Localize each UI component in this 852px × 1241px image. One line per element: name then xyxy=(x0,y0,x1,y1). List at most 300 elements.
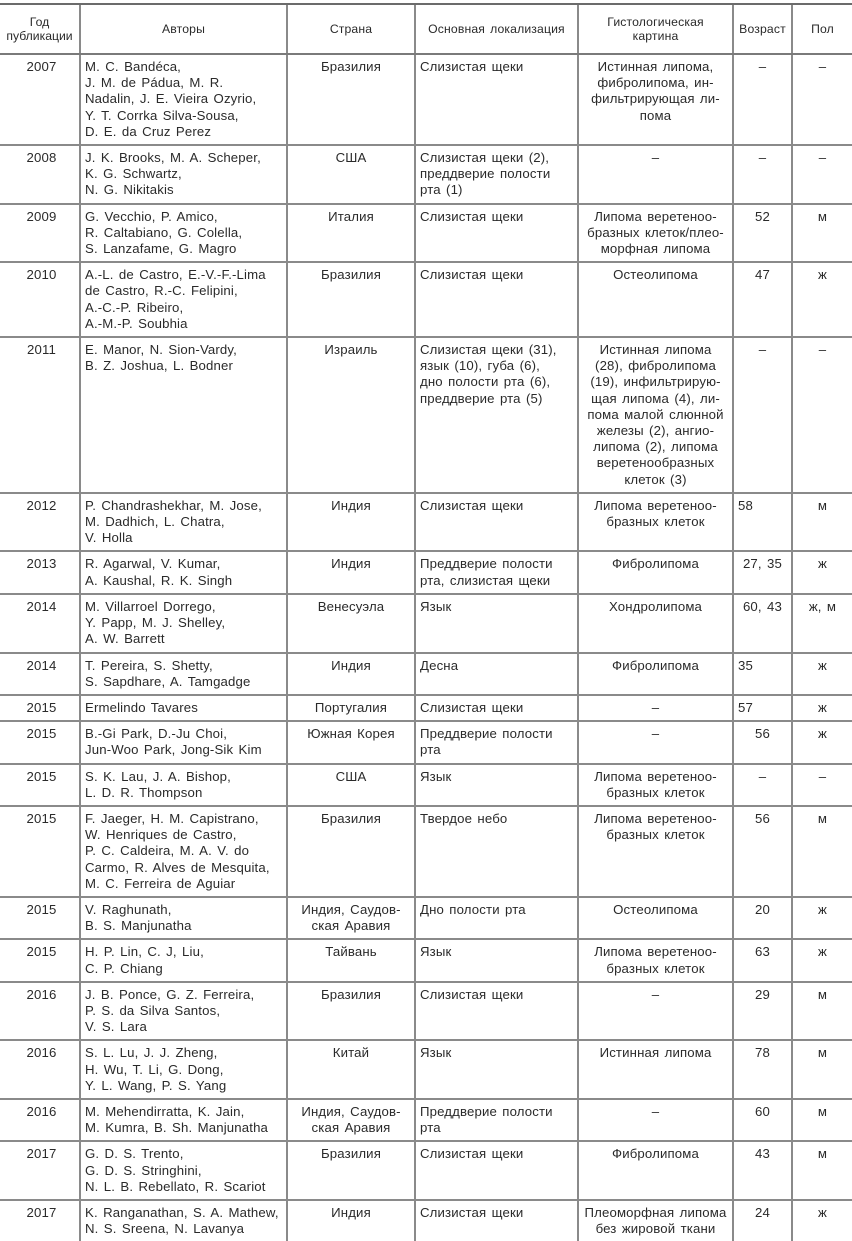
cell-histology-line: Липома веретеноо- xyxy=(594,497,717,513)
cell-age: 56 xyxy=(733,721,792,763)
cell-localization-line: дно полости рта (6), xyxy=(420,374,551,390)
cell-localization xyxy=(415,897,578,939)
cell-age: – xyxy=(733,764,792,806)
cell-histology xyxy=(578,551,733,593)
cell-year: 2016 xyxy=(0,1099,80,1141)
cell-authors-line: V. Holla xyxy=(85,530,133,546)
cell-age: – xyxy=(733,145,792,204)
cell-sex: ж xyxy=(792,262,852,337)
cell-authors-line: B. S. Manjunatha xyxy=(85,918,192,934)
cell-localization xyxy=(415,695,578,721)
cell-localization-line: преддверие полости xyxy=(420,166,551,182)
cell-authors-line: H. Wu, T. Li, G. Dong, xyxy=(85,1061,224,1077)
header-sex: Пол xyxy=(792,4,852,54)
cell-histology xyxy=(578,54,733,145)
table-row xyxy=(0,1040,852,1099)
cell-histology xyxy=(578,1141,733,1200)
cell-country xyxy=(287,806,415,897)
cell-sex: ж xyxy=(792,939,852,981)
cell-localization xyxy=(415,1040,578,1099)
cell-authors xyxy=(80,337,287,493)
cell-authors xyxy=(80,1200,287,1241)
cell-authors xyxy=(80,1040,287,1099)
cell-country-line: Португалия xyxy=(314,699,388,715)
cell-country-line: Тайвань xyxy=(325,944,377,960)
cell-sex: ж xyxy=(792,1200,852,1241)
cell-localization xyxy=(415,939,578,981)
cell-localization-line: Язык xyxy=(420,944,452,960)
cell-histology-line: Истинная липома, xyxy=(597,59,714,74)
cell-localization xyxy=(415,1200,578,1241)
cell-localization-line: Слизистая щеки xyxy=(420,267,524,283)
cell-authors xyxy=(80,1141,287,1200)
cell-sex: ж xyxy=(792,653,852,695)
cell-histology-line: Хондролипома xyxy=(608,598,703,614)
cell-age: 57 xyxy=(733,695,792,721)
cell-localization-line: Язык xyxy=(420,598,452,614)
cell-localization xyxy=(415,653,578,695)
table-row xyxy=(0,897,852,939)
cell-histology-line: – xyxy=(651,1103,660,1119)
cell-localization-line: рта xyxy=(420,1120,441,1136)
cell-authors-line: J. M. de Pádua, M. R. xyxy=(85,75,224,91)
cell-authors xyxy=(80,54,287,145)
cell-histology xyxy=(578,493,733,552)
cell-localization xyxy=(415,337,578,493)
cell-sex: ж, м xyxy=(792,594,852,653)
table-row xyxy=(0,1141,852,1200)
cell-localization-line: Преддверие полости xyxy=(420,726,553,742)
cell-authors-line: Y. L. Wang, P. S. Yang xyxy=(85,1077,227,1093)
cell-year: 2014 xyxy=(0,594,80,653)
cell-localization-line: Дно полости рта xyxy=(420,901,526,917)
cell-authors-line: A.-C.-P. Ribeiro, xyxy=(85,299,184,315)
cell-histology xyxy=(578,1200,733,1241)
cell-sex: м xyxy=(792,1099,852,1141)
table-row xyxy=(0,204,852,263)
cell-authors-line: S. Sapdhare, A. Tamgadge xyxy=(85,673,251,689)
cell-authors xyxy=(80,721,287,763)
cell-year: 2015 xyxy=(0,721,80,763)
header-country: Страна xyxy=(287,4,415,54)
cell-year: 2013 xyxy=(0,551,80,593)
cell-authors xyxy=(80,493,287,552)
cell-country xyxy=(287,721,415,763)
table-row xyxy=(0,695,852,721)
cell-country-line: Индия xyxy=(331,657,371,673)
cell-year: 2017 xyxy=(26,1204,57,1220)
cell-localization-line: Слизистая щеки xyxy=(420,497,524,513)
cell-authors xyxy=(80,897,287,939)
cell-authors-line: Ermelindo Tavares xyxy=(85,699,199,715)
cell-authors-line: H. P. Lin, C. J, Liu, xyxy=(85,944,204,960)
cell-authors-line: T. Pereira, S. Shetty, xyxy=(85,657,213,673)
cell-histology-line: фибролипома, ин- xyxy=(597,75,714,91)
cell-authors-line: de Castro, R.-C. Felipini, xyxy=(85,283,238,299)
cell-sex: ж xyxy=(792,721,852,763)
cell-histology-line: Остеолипома xyxy=(613,267,698,283)
cell-authors-line: Y. Papp, M. J. Shelley, xyxy=(85,615,226,631)
cell-year: 2015 xyxy=(0,764,80,806)
cell-histology-line: Липома веретеноо- xyxy=(594,810,717,826)
header-histology: Гистологическая картина xyxy=(578,4,733,54)
cell-authors-line: M. Villarroel Dorrego, xyxy=(85,598,216,614)
cell-histology-line: без жировой ткани xyxy=(595,1221,716,1237)
table-row xyxy=(0,653,852,695)
cell-localization xyxy=(415,493,578,552)
cell-age: 20 xyxy=(733,897,792,939)
cell-histology xyxy=(578,764,733,806)
cell-authors-line: M. Kumra, B. Sh. Manjunatha xyxy=(85,1120,269,1136)
table-row xyxy=(0,594,852,653)
cell-year: 2010 xyxy=(0,262,80,337)
table-row xyxy=(0,145,852,204)
cell-sex: м xyxy=(792,1141,852,1200)
cell-authors-line: G. D. S. Stringhini, xyxy=(85,1162,202,1178)
cell-country-line: ская Аравия xyxy=(311,918,391,934)
cell-country xyxy=(287,1099,415,1141)
table-row xyxy=(0,806,852,897)
cell-country xyxy=(287,551,415,593)
cell-histology-line: Фибролипома xyxy=(612,556,699,572)
cell-localization xyxy=(415,764,578,806)
cell-country xyxy=(287,695,415,721)
cell-age: 63 xyxy=(733,939,792,981)
cell-histology xyxy=(578,1040,733,1099)
cell-histology-line: (19), инфильтрирую- xyxy=(590,374,721,390)
cell-authors-line: A. W. Barrett xyxy=(85,631,165,647)
table-row xyxy=(0,1200,852,1241)
cell-histology-line: Липома веретеноо- xyxy=(594,208,717,224)
cell-localization-line: Преддверие полости xyxy=(420,556,553,572)
cell-authors-line: W. Henriques de Castro, xyxy=(85,827,237,843)
cell-country xyxy=(287,262,415,337)
cell-year: 2017 xyxy=(0,1141,80,1200)
cell-localization-line: Слизистая щеки xyxy=(420,1146,524,1162)
cell-country xyxy=(287,337,415,493)
cell-age: 27, 35 xyxy=(733,551,792,593)
cell-localization-line: Слизистая щеки (31), xyxy=(420,342,557,358)
cell-authors xyxy=(80,145,287,204)
lipoma-cases-table xyxy=(0,3,852,1241)
cell-country xyxy=(287,145,415,204)
table-row xyxy=(0,493,852,552)
cell-country-line: Индия, Саудов- xyxy=(301,1103,401,1119)
cell-age: 56 xyxy=(733,806,792,897)
cell-authors-line: Y. T. Corrka Silva-Sousa, xyxy=(85,107,239,123)
cell-histology-line: Липома веретеноо- xyxy=(594,768,717,784)
cell-histology-line: Фибролипома xyxy=(612,657,699,673)
cell-year: 2015 xyxy=(0,897,80,939)
cell-histology-line: Остеолипома xyxy=(613,901,698,917)
cell-histology xyxy=(578,262,733,337)
cell-authors xyxy=(80,551,287,593)
cell-histology-line: железы (2), ангио- xyxy=(596,423,715,439)
table-row xyxy=(0,721,852,763)
cell-age: 47 xyxy=(733,262,792,337)
cell-authors-line: G. D. S. Trento, xyxy=(85,1146,184,1162)
cell-authors xyxy=(80,653,287,695)
cell-authors-line: Jun-Woo Park, Jong-Sik Kim xyxy=(85,742,262,758)
cell-sex: ж xyxy=(792,897,852,939)
cell-localization xyxy=(415,982,578,1041)
cell-localization xyxy=(415,145,578,204)
cell-histology-line: – xyxy=(651,986,660,1002)
cell-histology-line: Фибролипома xyxy=(612,1146,699,1162)
cell-histology-line: – xyxy=(651,726,660,742)
cell-authors-line: B.-Gi Park, D.-Ju Choi, xyxy=(85,726,228,742)
cell-histology-line: щая липома (4), ли- xyxy=(591,390,720,406)
cell-histology xyxy=(578,897,733,939)
table-row xyxy=(0,939,852,981)
cell-sex: м xyxy=(792,493,852,552)
cell-authors-line: P. Chandrashekhar, M. Jose, xyxy=(85,497,262,513)
cell-localization-line: рта, слизистая щеки xyxy=(420,572,551,588)
cell-year: 2012 xyxy=(0,493,80,552)
cell-year: 2009 xyxy=(0,204,80,263)
cell-country-line: Бразилия xyxy=(321,1146,381,1162)
cell-authors-line: R. Agarwal, V. Kumar, xyxy=(85,556,221,572)
cell-localization xyxy=(415,721,578,763)
cell-country xyxy=(287,204,415,263)
cell-year: 2015 xyxy=(0,806,80,897)
cell-authors-line: L. D. R. Thompson xyxy=(85,784,203,800)
cell-authors xyxy=(80,806,287,897)
cell-country xyxy=(287,897,415,939)
cell-country xyxy=(287,653,415,695)
cell-localization-line: Слизистая щеки xyxy=(420,986,524,1002)
cell-histology-line: клеток (3) xyxy=(624,471,687,487)
cell-localization-line: Слизистая щеки xyxy=(420,1204,524,1220)
cell-country-line: Бразилия xyxy=(321,986,381,1002)
cell-localization xyxy=(415,806,578,897)
cell-age: 60 xyxy=(733,1099,792,1141)
cell-authors xyxy=(80,764,287,806)
cell-year: 2011 xyxy=(0,337,80,493)
cell-sex: – xyxy=(792,337,852,493)
cell-authors-line: J. B. Ponce, G. Z. Ferreira, xyxy=(85,986,255,1002)
cell-country-line: Индия xyxy=(331,497,371,513)
cell-localization-line: Преддверие полости xyxy=(420,1103,553,1119)
cell-histology xyxy=(578,695,733,721)
cell-country-line: Индия xyxy=(331,1204,371,1220)
cell-authors xyxy=(80,594,287,653)
cell-authors-line: S. L. Lu, J. J. Zheng, xyxy=(85,1045,218,1061)
header-localization: Основная локализация xyxy=(415,4,578,54)
cell-authors-line: S. K. Lau, J. A. Bishop, xyxy=(85,768,231,784)
cell-authors-line: S. Lanzafame, G. Magro xyxy=(85,241,237,257)
cell-histology-line: – xyxy=(651,699,660,715)
table-row xyxy=(0,1099,852,1141)
cell-histology-line: Липома веретеноо- xyxy=(594,944,717,960)
cell-localization-line: Слизистая щеки xyxy=(420,699,524,715)
cell-age: 24 xyxy=(733,1200,792,1241)
table-row xyxy=(0,262,852,337)
cell-localization-line: Слизистая щеки (2), xyxy=(420,150,550,166)
cell-country-line: Бразилия xyxy=(321,810,381,826)
cell-authors-line: E. Manor, N. Sion-Vardy, xyxy=(85,342,237,358)
cell-country xyxy=(287,54,415,145)
cell-authors-line: M. Mehendirratta, K. Jain, xyxy=(85,1103,245,1119)
cell-authors-line: Carmo, R. Alves de Mesquita, xyxy=(85,859,270,875)
cell-authors-line: M. C. Ferreira de Aguiar xyxy=(85,875,236,891)
cell-histology-line: (28), фибролипома xyxy=(595,358,716,374)
cell-histology-line: морфная липома xyxy=(600,241,711,257)
cell-country xyxy=(287,1200,415,1241)
cell-authors-line: B. Z. Joshua, L. Bodner xyxy=(85,358,233,374)
cell-authors xyxy=(80,1099,287,1141)
cell-authors-line: Nadalin, J. E. Vieira Ozyrio, xyxy=(85,91,257,107)
cell-age: – xyxy=(733,54,792,145)
cell-year: 2014 xyxy=(0,653,80,695)
cell-age: 29 xyxy=(733,982,792,1041)
cell-authors-line: A.-L. de Castro, E.-V.-F.-Lima xyxy=(85,267,266,283)
table-row xyxy=(0,54,852,145)
cell-histology xyxy=(578,145,733,204)
cell-sex: – xyxy=(792,145,852,204)
cell-histology-line: пома xyxy=(639,107,672,123)
cell-country xyxy=(287,1040,415,1099)
cell-authors-line: K. Ranganathan, S. A. Mathew, xyxy=(85,1204,279,1220)
cell-authors-line: F. Jaeger, H. M. Capistrano, xyxy=(85,810,259,826)
cell-localization xyxy=(415,1099,578,1141)
cell-year: 2007 xyxy=(0,54,80,145)
cell-year: 2015 xyxy=(0,695,80,721)
cell-age: 52 xyxy=(733,204,792,263)
cell-authors-line: K. G. Schwartz, xyxy=(85,166,182,182)
cell-localization-line: Слизистая щеки xyxy=(420,59,524,74)
cell-histology-line: Плеоморфная липома xyxy=(584,1204,727,1220)
cell-localization-line: Язык xyxy=(420,768,452,784)
cell-localization xyxy=(415,1141,578,1200)
cell-authors xyxy=(80,982,287,1041)
table-row xyxy=(0,764,852,806)
cell-authors-line: G. Vecchio, P. Amico, xyxy=(85,208,218,224)
cell-histology-line: Истинная липома xyxy=(599,1045,712,1061)
cell-localization-line: рта xyxy=(420,742,441,758)
cell-country-line: США xyxy=(335,768,367,784)
table-row xyxy=(0,982,852,1041)
cell-year: 2008 xyxy=(0,145,80,204)
cell-country-line: ская Аравия xyxy=(311,1120,391,1136)
cell-age: 43 xyxy=(733,1141,792,1200)
cell-authors-line: D. E. da Cruz Perez xyxy=(85,123,212,139)
cell-histology-line: липома (2), липома xyxy=(593,439,718,455)
cell-histology-line: – xyxy=(651,150,660,166)
cell-authors-line: V. S. Lara xyxy=(85,1019,147,1035)
table-row xyxy=(0,337,852,493)
cell-authors-line: V. Raghunath, xyxy=(85,901,172,917)
cell-country-line: Индия, Саудов- xyxy=(301,901,401,917)
header-authors: Авторы xyxy=(80,4,287,54)
cell-histology xyxy=(578,204,733,263)
table-header-row xyxy=(0,4,852,54)
cell-localization xyxy=(415,54,578,145)
cell-localization-line: язык (10), губа (6), xyxy=(420,358,540,374)
cell-sex: ж xyxy=(792,551,852,593)
cell-histology xyxy=(578,337,733,493)
cell-histology xyxy=(578,939,733,981)
cell-authors xyxy=(80,262,287,337)
cell-histology xyxy=(578,1099,733,1141)
cell-histology-line: веретенообразных xyxy=(596,455,715,471)
cell-sex: ж xyxy=(792,695,852,721)
cell-age: 78 xyxy=(733,1040,792,1099)
cell-authors-line: R. Caltabiano, G. Colella, xyxy=(85,224,243,240)
cell-age: 60, 43 xyxy=(733,594,792,653)
cell-year: 2016 xyxy=(0,982,80,1041)
cell-country-line: Южная Корея xyxy=(307,726,395,742)
cell-authors-line: P. C. Caldeira, M. A. V. do xyxy=(85,843,250,859)
cell-histology xyxy=(578,594,733,653)
cell-sex: м xyxy=(792,1040,852,1099)
cell-histology-line: пома малой слюнной xyxy=(587,406,724,422)
cell-localization-line: рта (1) xyxy=(420,182,463,198)
cell-histology xyxy=(578,982,733,1041)
cell-histology-line: бразных клеток xyxy=(606,960,705,976)
cell-histology-line: бразных клеток xyxy=(606,514,705,530)
cell-country xyxy=(287,493,415,552)
cell-authors xyxy=(80,204,287,263)
header-age: Возраст xyxy=(733,4,792,54)
cell-histology-line: Истинная липома xyxy=(599,342,712,358)
cell-histology-line: фильтрирующая ли- xyxy=(591,91,720,107)
cell-histology xyxy=(578,653,733,695)
cell-country-line: США xyxy=(335,150,367,166)
cell-country-line: Италия xyxy=(328,208,374,224)
cell-year: 2016 xyxy=(0,1040,80,1099)
cell-country-line: Венесуэла xyxy=(317,598,385,614)
header-year: Год публикации xyxy=(0,4,80,54)
cell-localization-line: преддверие рта (5) xyxy=(420,390,543,406)
cell-country-line: Индия xyxy=(331,556,371,572)
cell-sex: м xyxy=(792,806,852,897)
cell-year: 2015 xyxy=(0,939,80,981)
cell-country xyxy=(287,1141,415,1200)
cell-localization-line: Десна xyxy=(420,657,459,673)
table-body xyxy=(0,54,852,1241)
cell-authors xyxy=(80,695,287,721)
cell-authors-line: A. Kaushal, R. K. Singh xyxy=(85,572,233,588)
cell-country xyxy=(287,939,415,981)
cell-country xyxy=(287,982,415,1041)
cell-country-line: Бразилия xyxy=(321,267,381,283)
cell-authors-line: P. S. da Silva Santos, xyxy=(85,1002,221,1018)
cell-localization xyxy=(415,262,578,337)
cell-localization xyxy=(415,594,578,653)
cell-country-line: Израиль xyxy=(324,342,378,358)
cell-histology-line: бразных клеток xyxy=(606,827,705,843)
cell-authors-line: J. K. Brooks, M. A. Scheper, xyxy=(85,150,261,166)
cell-sex: – xyxy=(792,54,852,145)
cell-authors-line: N. G. Nikitakis xyxy=(85,182,174,198)
cell-authors-line: M. Dadhich, L. Chatra, xyxy=(85,514,225,530)
cell-age: 58 xyxy=(733,493,792,552)
cell-histology xyxy=(578,721,733,763)
cell-sex: м xyxy=(792,982,852,1041)
cell-histology xyxy=(578,806,733,897)
cell-authors-line: C. P. Chiang xyxy=(85,960,163,976)
cell-country-line: Китай xyxy=(332,1045,370,1061)
cell-country xyxy=(287,594,415,653)
cell-sex: – xyxy=(792,764,852,806)
cell-authors-line: A.-M.-P. Soubhia xyxy=(85,315,188,331)
cell-age: – xyxy=(733,337,792,493)
cell-localization-line: Язык xyxy=(420,1045,452,1061)
cell-sex: м xyxy=(792,204,852,263)
cell-authors-line: M. C. Bandéca, xyxy=(85,59,181,74)
cell-localization-line: Твердое небо xyxy=(420,810,508,826)
